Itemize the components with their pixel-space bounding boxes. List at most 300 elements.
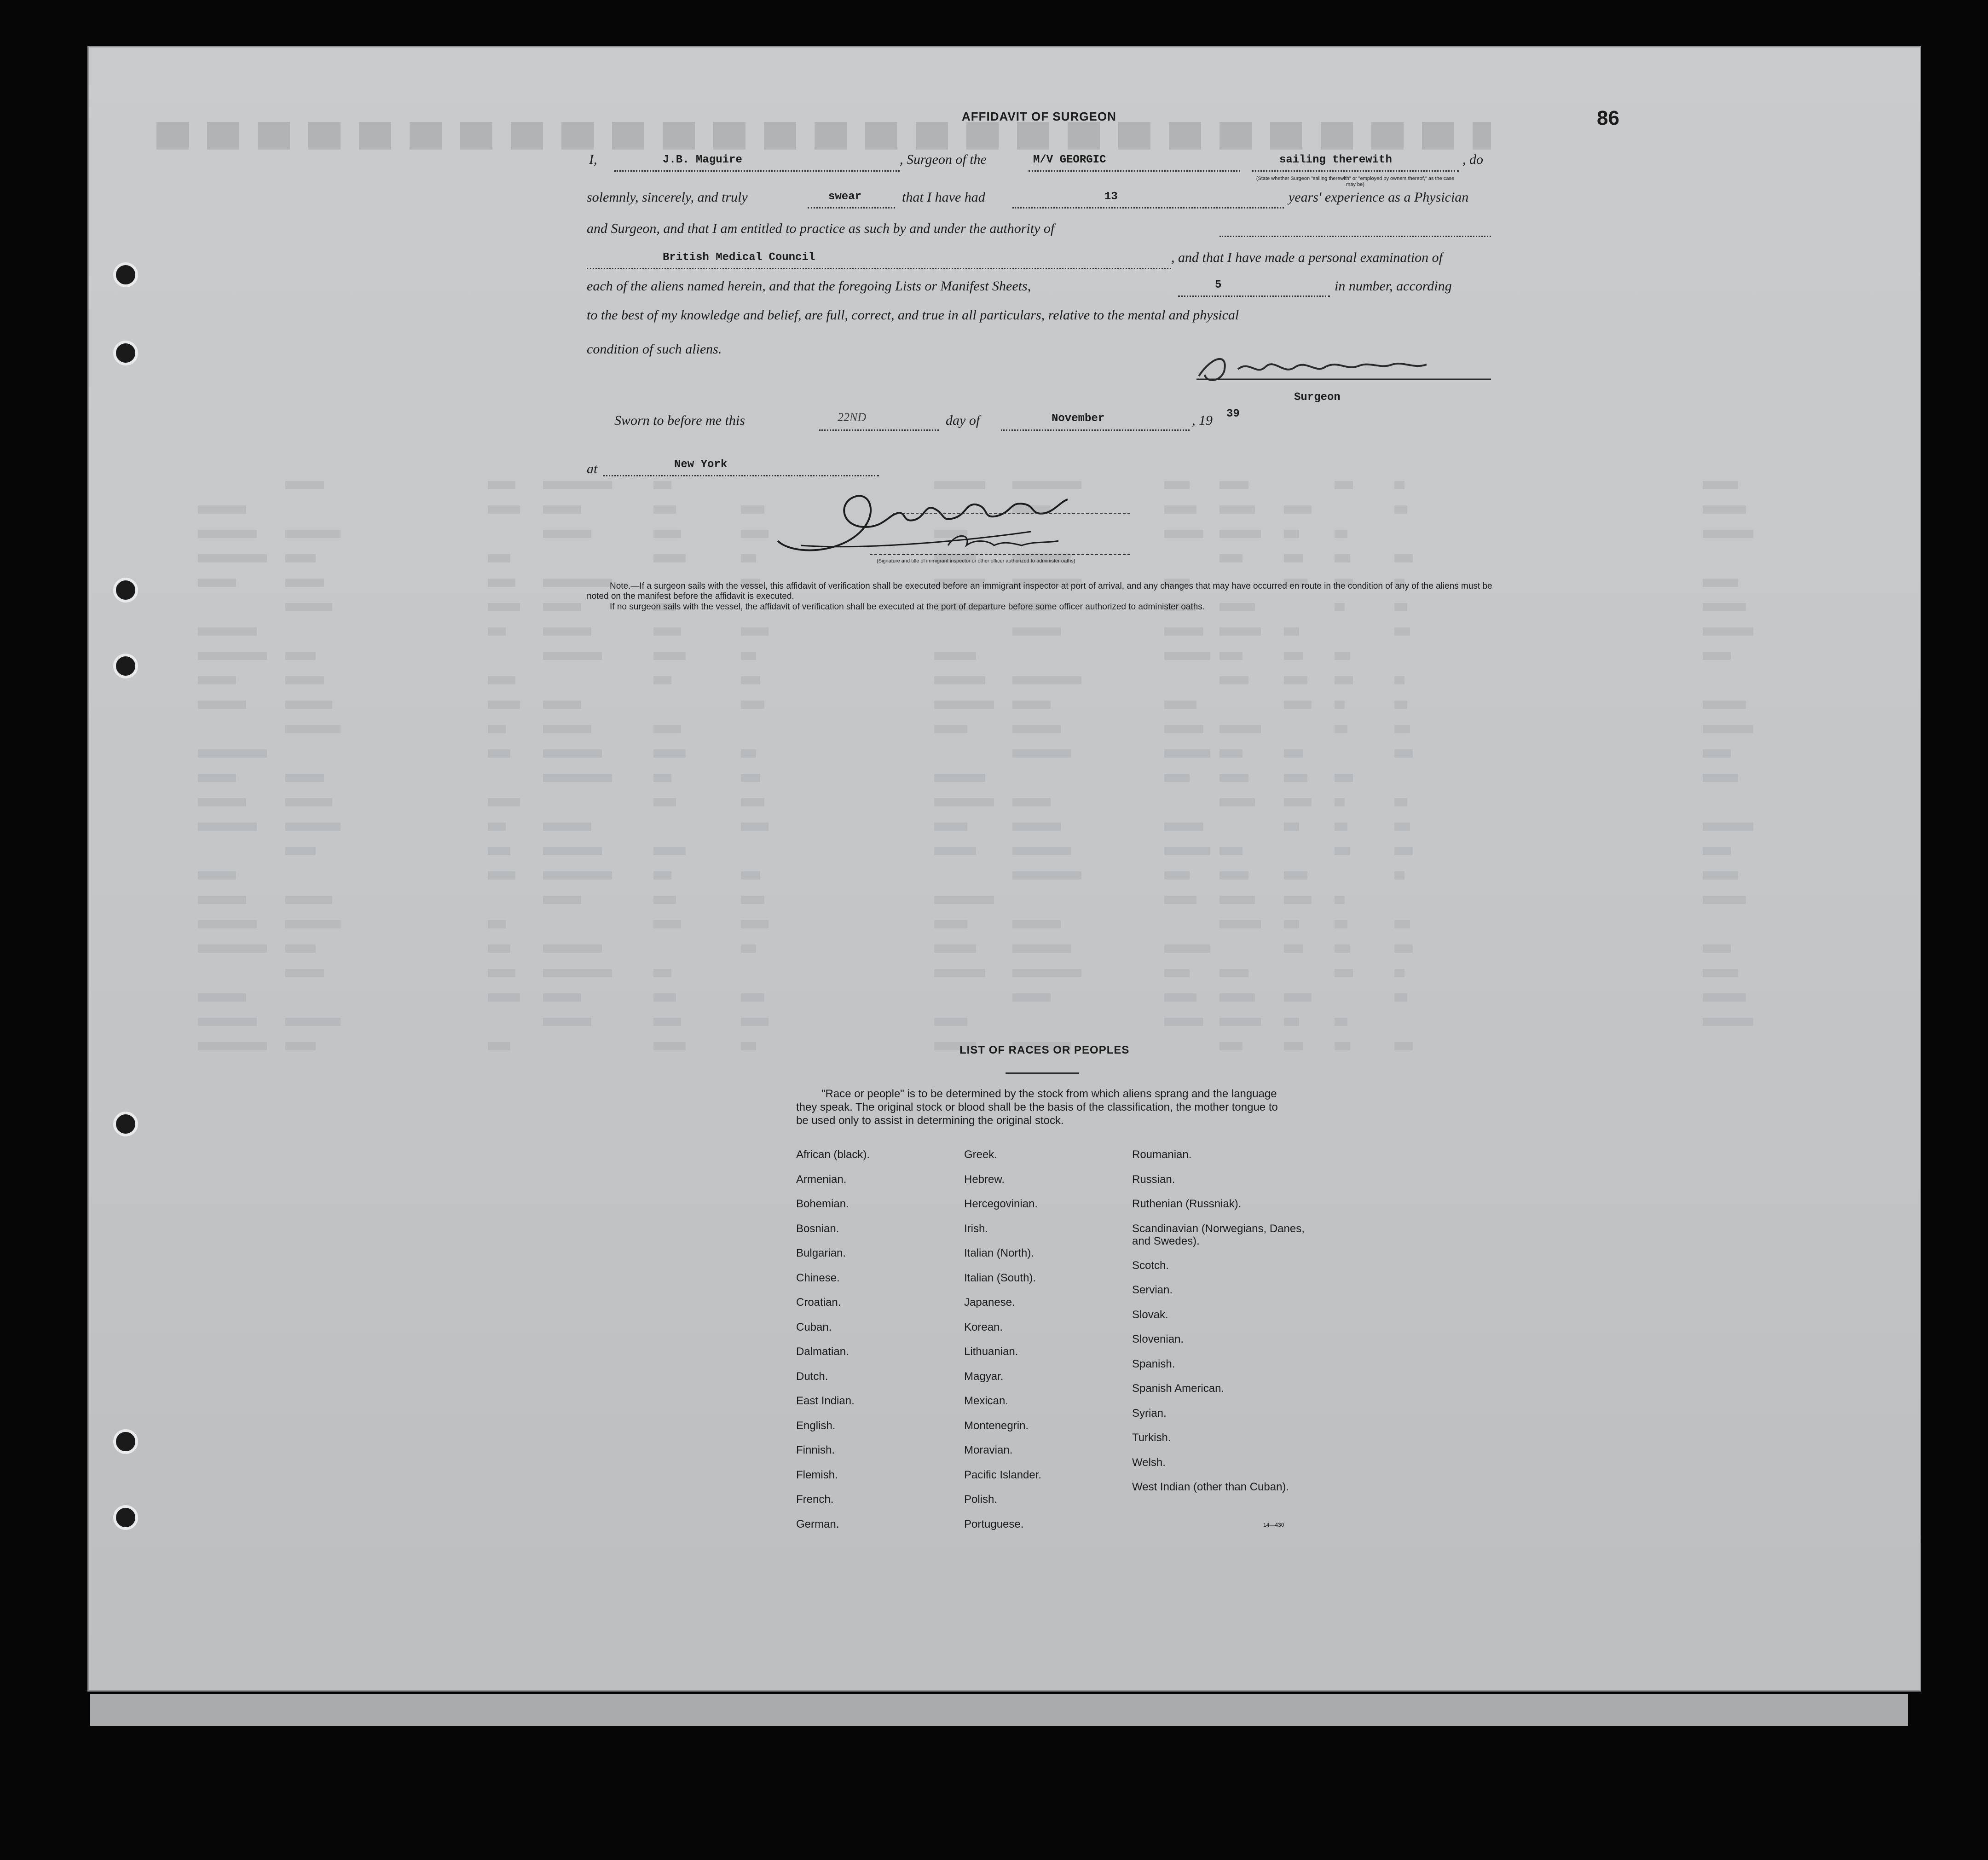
authority-value: British Medical Council — [663, 251, 815, 264]
bleed-through-mark — [1219, 505, 1255, 514]
affidavit-line-2a: solemnly, sincerely, and truly — [587, 190, 748, 205]
affidavit-line-2c: years' experience as a Physician — [1289, 190, 1469, 205]
race-item: English. — [796, 1419, 836, 1432]
race-item: Bosnian. — [796, 1222, 839, 1235]
affidavit-line-5b: in number, according — [1335, 278, 1452, 294]
races-title-rule — [1006, 1072, 1079, 1074]
bleed-through-mark — [1703, 871, 1738, 880]
at-label: at — [587, 461, 598, 476]
bleed-through-mark — [653, 969, 671, 977]
bleed-through-mark — [741, 1018, 769, 1026]
bleed-through-mark — [1284, 774, 1307, 782]
affidavit-title: AFFIDAVIT OF SURGEON — [962, 110, 1116, 123]
surgeon-of-label: , Surgeon of the — [900, 152, 987, 167]
place-value: New York — [674, 458, 728, 471]
affidavit-note-1: Note.—If a surgeon sails with the vessel, this affidavit of verification shall be executed before an immigrant inspector at port of arrival, and any changes that may have occurred en route in the condition of any of the aliens must be noted on the manifest before the affidavit is executed. — [587, 581, 1492, 601]
bleed-through-mark — [1335, 676, 1353, 684]
sailing-line — [1252, 170, 1459, 172]
bleed-through-mark — [543, 603, 581, 611]
race-item: East Indian. — [796, 1395, 855, 1407]
bleed-through-mark — [653, 1018, 681, 1026]
bleed-through-mark — [653, 993, 676, 1002]
bleed-through-mark — [1703, 896, 1746, 904]
bleed-through-mark — [1012, 969, 1081, 977]
bleed-through-mark — [1394, 627, 1410, 636]
bleed-through-mark — [1219, 530, 1261, 538]
bleed-through-mark — [1394, 505, 1407, 514]
bleed-through-mark — [543, 1018, 591, 1026]
bleed-through-mark — [543, 627, 591, 636]
race-item: Hercegovinian. — [964, 1198, 1038, 1210]
bleed-through-mark — [543, 652, 602, 660]
bleed-through-mark — [1219, 896, 1255, 904]
bleed-through-mark — [1012, 847, 1071, 855]
bleed-through-mark — [653, 798, 676, 806]
bleed-through-mark — [934, 798, 994, 806]
bleed-through-mark — [1335, 774, 1353, 782]
race-item: Croatian. — [796, 1296, 841, 1309]
race-item: Scandinavian (Norwegians, Danes, and Swedes). — [1132, 1222, 1305, 1247]
bleed-through-mark — [543, 944, 602, 953]
bleed-through-mark — [1335, 944, 1350, 953]
affidavit-line-5a: each of the aliens named herein, and that the foregoing Lists or Manifest Sheets, — [587, 278, 1031, 294]
bleed-through-mark — [741, 701, 764, 709]
races-title: LIST OF RACES OR PEOPLES — [959, 1044, 1130, 1056]
bleed-through-mark — [488, 871, 515, 880]
bleed-through-mark — [653, 627, 681, 636]
bleed-through-mark — [543, 847, 602, 855]
bleed-through-mark — [1219, 798, 1255, 806]
bleed-through-title — [156, 122, 1491, 150]
bleed-through-mark — [488, 579, 515, 587]
bleed-through-mark — [543, 530, 591, 538]
bleed-through-mark — [285, 920, 341, 928]
bleed-through-mark — [1012, 871, 1081, 880]
bleed-through-mark — [488, 944, 510, 953]
bleed-through-mark — [1394, 871, 1404, 880]
bleed-through-mark — [488, 1042, 510, 1050]
surgeon-name-line — [614, 170, 900, 172]
bleed-through-mark — [1335, 554, 1350, 562]
bleed-through-mark — [1335, 1042, 1350, 1050]
bleed-through-mark — [1164, 823, 1203, 831]
bleed-through-mark — [1394, 725, 1410, 733]
page-number: 86 — [1597, 107, 1619, 129]
bleed-through-mark — [198, 749, 267, 758]
bleed-through-mark — [741, 944, 756, 953]
year-suffix: 39 — [1226, 408, 1240, 420]
vessel-name: M/V GEORGIC — [1033, 154, 1106, 166]
bleed-through-mark — [1164, 969, 1190, 977]
bleed-through-mark — [1164, 774, 1190, 782]
bleed-through-mark — [198, 1018, 257, 1026]
race-item: Italian (North). — [964, 1247, 1034, 1259]
bleed-through-mark — [1012, 749, 1071, 758]
bleed-through-mark — [1164, 1018, 1203, 1026]
bleed-through-mark — [1219, 774, 1248, 782]
bleed-through-mark — [1335, 530, 1347, 538]
bleed-through-mark — [934, 701, 994, 709]
race-item: Ruthenian (Russniak). — [1132, 1198, 1242, 1210]
bleed-through-mark — [1164, 505, 1196, 514]
bleed-through-mark — [1284, 652, 1303, 660]
bleed-through-mark — [741, 627, 769, 636]
bleed-through-mark — [1394, 823, 1410, 831]
race-item: German. — [796, 1518, 839, 1530]
race-item: Spanish. — [1132, 1357, 1175, 1370]
bleed-through-mark — [285, 725, 341, 733]
bleed-through-mark — [1394, 847, 1413, 855]
bleed-through-mark — [198, 1042, 267, 1050]
bleed-through-mark — [1703, 847, 1731, 855]
bleed-through-mark — [1394, 969, 1404, 977]
race-item: French. — [796, 1493, 834, 1506]
bleed-through-mark — [1284, 944, 1303, 953]
sheet-edge — [90, 1694, 1908, 1726]
bleed-through-mark — [1219, 1042, 1242, 1050]
bleed-through-mark — [488, 749, 510, 758]
bleed-through-mark — [488, 481, 515, 489]
bleed-through-mark — [1284, 871, 1307, 880]
race-item: Finnish. — [796, 1444, 835, 1456]
bleed-through-mark — [1012, 944, 1071, 953]
bleed-through-mark — [285, 652, 316, 660]
bleed-through-mark — [1394, 701, 1407, 709]
bleed-through-mark — [198, 554, 267, 562]
race-item: Slovak. — [1132, 1308, 1168, 1321]
binder-hole — [113, 262, 138, 287]
bleed-through-mark — [1335, 701, 1345, 709]
bleed-through-mark — [1394, 676, 1404, 684]
bleed-through-mark — [1284, 627, 1299, 636]
bleed-through-mark — [198, 920, 257, 928]
bleed-through-mark — [1394, 481, 1404, 489]
bleed-through-mark — [285, 676, 324, 684]
bleed-through-mark — [285, 847, 316, 855]
race-item: Italian (South). — [964, 1271, 1036, 1284]
bleed-through-mark — [653, 896, 676, 904]
bleed-through-mark — [1703, 652, 1731, 660]
bleed-through-mark — [1335, 920, 1347, 928]
bleed-through-mark — [488, 603, 520, 611]
races-column-3 — [1132, 1148, 1307, 1505]
bleed-through-mark — [488, 676, 515, 684]
race-item: Chinese. — [796, 1271, 840, 1284]
bleed-through-mark — [1164, 944, 1210, 953]
bleed-through-mark — [488, 554, 510, 562]
bleed-through-mark — [1219, 847, 1242, 855]
bleed-through-mark — [488, 847, 510, 855]
i-label: I, — [589, 152, 597, 167]
bleed-through-mark — [1284, 676, 1307, 684]
bleed-through-mark — [1703, 944, 1731, 953]
sworn-label: Sworn to before me this — [614, 413, 745, 428]
bleed-through-mark — [1012, 725, 1061, 733]
race-item: Servian. — [1132, 1284, 1173, 1296]
bleed-through-mark — [285, 530, 341, 538]
race-item: Syrian. — [1132, 1407, 1167, 1420]
bleed-through-mark — [543, 701, 581, 709]
authority-line — [587, 268, 1171, 269]
years-value: 13 — [1104, 191, 1118, 203]
bleed-through-mark — [543, 969, 612, 977]
bleed-through-mark — [1164, 652, 1210, 660]
sworn-month: November — [1052, 412, 1105, 425]
bleed-through-mark — [653, 530, 681, 538]
affidavit-line-6: to the best of my knowledge and belief, are full, correct, and true in all particulars, relative to the mental and physical — [587, 307, 1239, 323]
bleed-through-mark — [285, 579, 324, 587]
surgeon-signature — [1187, 351, 1500, 388]
bleed-through-mark — [1394, 749, 1413, 758]
race-item: Moravian. — [964, 1444, 1013, 1456]
bleed-through-mark — [1219, 749, 1242, 758]
bleed-through-mark — [1012, 676, 1081, 684]
race-item: Japanese. — [964, 1296, 1015, 1309]
sheets-line — [1178, 296, 1330, 297]
bleed-through-mark — [1284, 920, 1299, 928]
bleed-through-mark — [1335, 969, 1353, 977]
bleed-through-mark — [1394, 554, 1413, 562]
bleed-through-mark — [198, 627, 257, 636]
bleed-through-mark — [1012, 798, 1051, 806]
bleed-through-mark — [1164, 847, 1210, 855]
race-item: Dutch. — [796, 1370, 828, 1383]
bleed-through-mark — [543, 505, 581, 514]
bleed-through-mark — [934, 896, 994, 904]
bleed-through-mark — [1335, 652, 1350, 660]
bleed-through-mark — [1394, 944, 1413, 953]
bleed-through-mark — [934, 725, 967, 733]
bleed-through-mark — [198, 579, 236, 587]
bleed-through-mark — [1219, 725, 1261, 733]
bleed-through-mark — [488, 725, 506, 733]
bleed-through-mark — [741, 993, 764, 1002]
race-item: Armenian. — [796, 1173, 847, 1186]
bleed-through-mark — [198, 676, 236, 684]
race-item: Pacific Islander. — [964, 1468, 1042, 1481]
race-item: Montenegrin. — [964, 1419, 1029, 1432]
bleed-through-mark — [1219, 871, 1248, 880]
race-item: Cuban. — [796, 1321, 832, 1333]
bleed-through-mark — [543, 481, 612, 489]
bleed-through-mark — [934, 944, 976, 953]
bleed-through-mark — [1284, 823, 1299, 831]
binder-hole — [113, 578, 138, 603]
bleed-through-mark — [1164, 481, 1190, 489]
bleed-through-mark — [1335, 823, 1347, 831]
bleed-through-mark — [543, 871, 612, 880]
bleed-through-mark — [1164, 627, 1203, 636]
race-item: Spanish American. — [1132, 1382, 1225, 1395]
bleed-through-mark — [1219, 920, 1261, 928]
bleed-through-mark — [1335, 1018, 1347, 1026]
bleed-through-mark — [198, 701, 246, 709]
bleed-through-mark — [543, 993, 581, 1002]
race-item: Portuguese. — [964, 1518, 1024, 1530]
bleed-through-mark — [285, 554, 316, 562]
bleed-through-mark — [934, 676, 985, 684]
bleed-through-mark — [934, 1018, 967, 1026]
bleed-through-mark — [1703, 505, 1746, 514]
bleed-through-mark — [1335, 481, 1353, 489]
races-intro: "Race or people" is to be determined by the stock from which aliens sprang and the language they speak. The original stock or blood shall be the basis of the classification, the mother tongue to be used only to assist in determining the original stock. — [796, 1088, 1278, 1127]
bleed-through-mark — [1012, 701, 1051, 709]
bleed-through-mark — [198, 993, 246, 1002]
bleed-through-mark — [285, 944, 316, 953]
bleed-through-mark — [543, 749, 602, 758]
bleed-through-mark — [741, 505, 764, 514]
bleed-through-mark — [741, 749, 756, 758]
bleed-through-mark — [653, 652, 686, 660]
sailing-note: (State whether Surgeon "sailing therewith" or "employed by owners thereof," as the case may be) — [1256, 176, 1455, 187]
bleed-through-mark — [1394, 993, 1407, 1002]
bleed-through-mark — [488, 627, 506, 636]
bleed-through-mark — [1284, 749, 1303, 758]
bleed-through-mark — [488, 701, 520, 709]
bleed-through-mark — [1219, 652, 1242, 660]
binder-hole — [113, 341, 138, 365]
bleed-through-mark — [1394, 798, 1407, 806]
bleed-through-mark — [653, 749, 686, 758]
bleed-through-mark — [1284, 896, 1312, 904]
bleed-through-mark — [1164, 871, 1190, 880]
bleed-through-mark — [198, 896, 246, 904]
year-prefix: , 19 — [1192, 413, 1213, 428]
race-item: Polish. — [964, 1493, 998, 1506]
bleed-through-mark — [1219, 481, 1248, 489]
day-of-label: day of — [946, 413, 980, 428]
affidavit-note-2: If no surgeon sails with the vessel, the affidavit of verification shall be executed at the port of departure before some officer authorized to administer oaths. — [610, 602, 1205, 612]
bleed-through-mark — [488, 993, 520, 1002]
affidavit-line-2b: that I have had — [902, 190, 985, 205]
race-item: West Indian (other than Cuban). — [1132, 1481, 1289, 1493]
officer-signature — [773, 476, 1132, 559]
oath-word: swear — [828, 191, 862, 203]
bleed-through-mark — [1219, 676, 1248, 684]
bleed-through-mark — [934, 920, 967, 928]
bleed-through-mark — [1703, 969, 1738, 977]
bleed-through-mark — [741, 871, 760, 880]
bleed-through-mark — [1703, 701, 1746, 709]
bleed-through-mark — [543, 725, 591, 733]
race-item: Dalmatian. — [796, 1345, 849, 1358]
race-item: Welsh. — [1132, 1456, 1166, 1469]
bleed-through-mark — [285, 1018, 341, 1026]
bleed-through-mark — [1703, 749, 1731, 758]
affidavit-line-4: , and that I have made a personal examination of — [1171, 250, 1443, 265]
bleed-through-mark — [1703, 579, 1738, 587]
bleed-through-mark — [1284, 554, 1303, 562]
bleed-through-mark — [741, 530, 769, 538]
bleed-through-mark — [543, 823, 591, 831]
bleed-through-mark — [285, 896, 332, 904]
race-item: Slovenian. — [1132, 1333, 1184, 1345]
line-3-fill — [1219, 236, 1491, 237]
races-column-2 — [964, 1148, 1121, 1542]
bleed-through-mark — [653, 1042, 686, 1050]
races-column-1 — [796, 1148, 953, 1542]
bleed-through-mark — [1164, 993, 1196, 1002]
bleed-through-mark — [198, 530, 257, 538]
vessel-line — [1029, 170, 1240, 172]
bleed-through-mark — [1012, 920, 1061, 928]
bleed-through-mark — [1284, 701, 1312, 709]
bleed-through-mark — [741, 920, 769, 928]
do-label: , do — [1462, 152, 1483, 167]
bleed-through-mark — [1284, 505, 1312, 514]
binder-hole — [113, 1429, 138, 1454]
bleed-through-mark — [198, 944, 267, 953]
bleed-through-mark — [198, 798, 246, 806]
surgeon-caption: Surgeon — [1294, 391, 1341, 404]
bleed-through-mark — [1703, 1018, 1753, 1026]
bleed-through-mark — [198, 505, 246, 514]
bleed-through-mark — [934, 823, 967, 831]
bleed-through-mark — [1703, 993, 1746, 1002]
bleed-through-mark — [488, 505, 520, 514]
race-item: Flemish. — [796, 1468, 838, 1481]
bleed-through-mark — [1335, 847, 1350, 855]
bleed-through-mark — [741, 1042, 756, 1050]
bleed-through-mark — [1219, 627, 1261, 636]
bleed-through-mark — [1164, 725, 1203, 733]
bleed-through-mark — [1164, 896, 1196, 904]
sworn-month-line — [1001, 429, 1190, 431]
bleed-through-mark — [653, 554, 686, 562]
affidavit-line-3: and Surgeon, and that I am entitled to practice as such by and under the authority of — [587, 221, 1055, 236]
bleed-through-mark — [741, 823, 769, 831]
bleed-through-mark — [198, 774, 236, 782]
race-item: Magyar. — [964, 1370, 1004, 1383]
bleed-through-mark — [1164, 749, 1210, 758]
bleed-through-mark — [1703, 481, 1738, 489]
race-item: Turkish. — [1132, 1431, 1171, 1444]
bleed-through-mark — [934, 847, 976, 855]
bleed-through-mark — [741, 774, 760, 782]
bleed-through-mark — [1703, 603, 1746, 611]
bleed-through-mark — [285, 774, 324, 782]
bleed-through-mark — [653, 725, 681, 733]
bleed-through-mark — [1012, 823, 1061, 831]
surgeon-name: J.B. Maguire — [663, 154, 742, 166]
bleed-through-mark — [285, 823, 341, 831]
bleed-through-mark — [285, 969, 324, 977]
bleed-through-mark — [488, 969, 515, 977]
binder-hole — [113, 654, 138, 678]
bleed-through-mark — [1164, 701, 1196, 709]
bleed-through-mark — [1703, 725, 1753, 733]
race-item: Russian. — [1132, 1173, 1175, 1186]
race-item: Irish. — [964, 1222, 988, 1235]
race-item: Bulgarian. — [796, 1247, 846, 1259]
bleed-through-mark — [198, 871, 236, 880]
form-number: 14—430 — [1263, 1522, 1284, 1528]
bleed-through-mark — [488, 823, 506, 831]
sworn-day: 22ND — [838, 411, 867, 424]
race-item: African (black). — [796, 1148, 870, 1161]
bleed-through-mark — [1703, 774, 1738, 782]
bleed-through-mark — [285, 1042, 316, 1050]
officer-caption: (Signature and title of immigrant inspector or other officer authorized to administer oaths) — [877, 558, 1075, 564]
bleed-through-mark — [1335, 896, 1345, 904]
bleed-through-mark — [1703, 530, 1753, 538]
bleed-through-mark — [1012, 993, 1051, 1002]
bleed-through-mark — [934, 774, 985, 782]
bleed-through-mark — [653, 676, 671, 684]
bleed-through-mark — [285, 481, 324, 489]
binder-hole — [113, 1505, 138, 1530]
bleed-through-mark — [198, 823, 257, 831]
